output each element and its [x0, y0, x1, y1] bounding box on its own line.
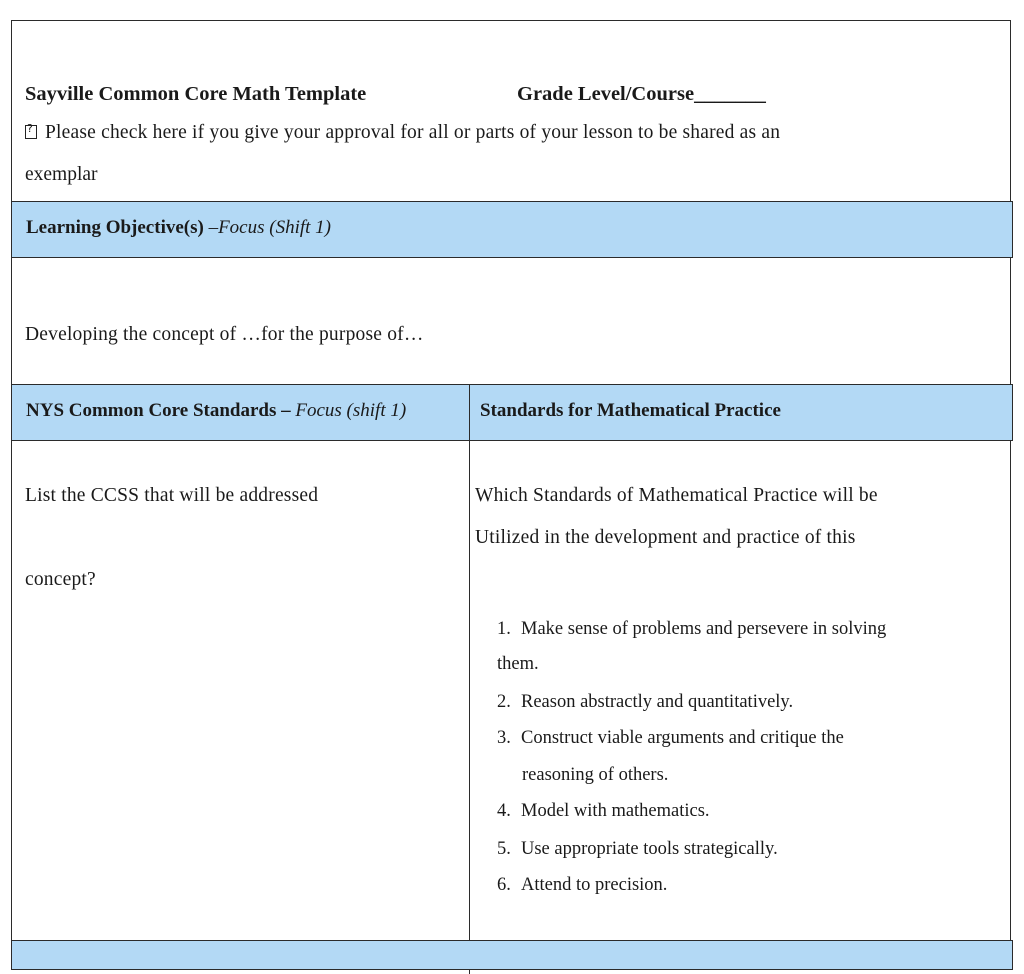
document-page	[11, 20, 1011, 960]
list-item: 4. Model with mathematics.	[497, 801, 710, 821]
standards-header	[11, 384, 1013, 441]
learning-objectives-heading: Learning Objective(s) –Focus (Shift 1)	[26, 217, 332, 238]
grade-level-field: Grade Level/Course_______	[517, 83, 766, 105]
nys-standards-heading: NYS Common Core Standards – Focus (shift 1)	[26, 400, 407, 421]
list-item-continued: reasoning of others.	[522, 765, 669, 785]
approval-statement	[25, 122, 780, 144]
practice-prompt-line1: Which Standards of Mathematical Practice will be	[475, 485, 878, 506]
approval-text-continued: exemplar	[25, 164, 98, 185]
list-item: 2. Reason abstractly and quantitatively.	[497, 692, 794, 712]
practice-prompt-line2: Utilized in the development and practice of this	[475, 527, 856, 548]
column-divider	[469, 384, 470, 974]
list-item: 5. Use appropriate tools strategically.	[497, 839, 778, 859]
learning-objectives-header	[11, 201, 1013, 258]
list-item-continued: them.	[497, 654, 539, 674]
list-item: 3. Construct viable arguments and critique the	[497, 728, 844, 748]
ccss-prompt-line2: concept?	[25, 569, 96, 590]
list-item: 1. Make sense of problems and persevere in solving	[497, 619, 887, 639]
document-title: Sayville Common Core Math Template	[25, 83, 367, 105]
list-item: 6. Attend to precision.	[497, 875, 668, 895]
learning-objectives-body: Developing the concept of …for the purpose of…	[25, 324, 424, 345]
math-practice-heading: Standards for Mathematical Practice	[480, 400, 781, 421]
ccss-prompt-line1: List the CCSS that will be addressed	[25, 485, 319, 506]
approval-checkbox[interactable]	[25, 125, 37, 139]
approval-text: Please check here if you give your approval for all or parts of your lesson to be shared as an	[45, 122, 781, 143]
